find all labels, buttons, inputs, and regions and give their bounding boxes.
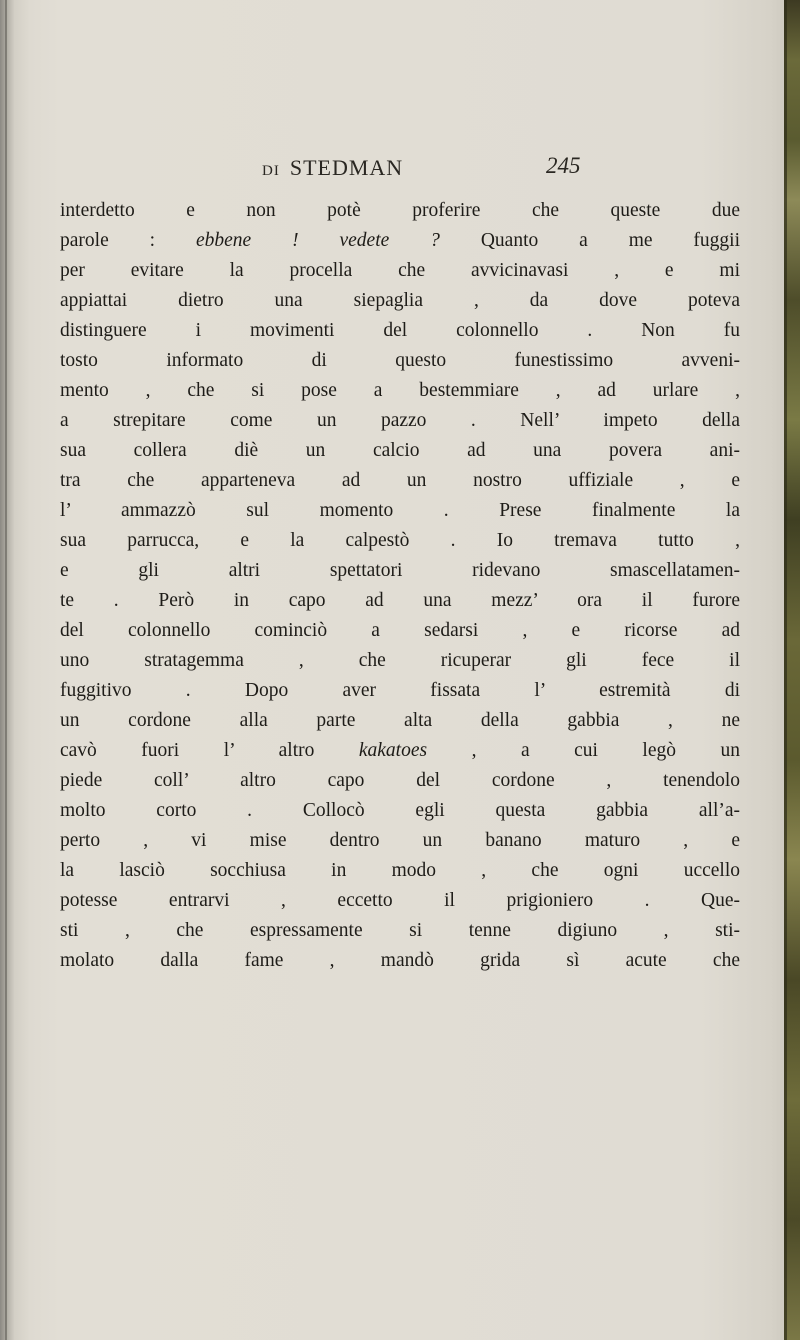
page-right-edge (784, 0, 800, 1340)
text-line: la lasciò socchiusa in modo , che ogni uccello (60, 860, 740, 881)
text-line: tra che apparteneva ad un nostro uffiziale , e (60, 470, 740, 491)
text-line: potesse entrarvi , eccetto il prigioniero . Que- (60, 890, 740, 911)
text-line: l’ ammazzò sul momento . Prese finalmente la (60, 500, 740, 521)
text-line: te . Però in capo ad una mezz’ ora il furore (60, 590, 740, 611)
running-head (262, 155, 403, 181)
text-line: per evitare la procella che avvicinavasi , e mi (60, 260, 740, 281)
text-line: perto , vi mise dentro un banano maturo , e (60, 830, 740, 851)
page-number: 245 (546, 153, 581, 178)
text-line: interdetto e non potè proferire che queste due (60, 200, 740, 221)
text-line: piede coll’ altro capo del cordone , tenendolo (60, 770, 740, 791)
text-line: a strepitare come un pazzo . Nell’ impeto della (60, 410, 740, 431)
italic-word: ebbene ! (195, 230, 299, 251)
text-line: tosto informato di questo funestissimo avveni- (60, 350, 740, 371)
text-line: fuggitivo . Dopo aver fissata l’ estremità di (60, 680, 740, 701)
text-line: parole : ebbene ! vedete ? Quanto a me fuggii (60, 230, 741, 251)
text-line: sua collera diè un calcio ad una povera ani- (60, 440, 740, 461)
text-line: uno stratagemma , che ricuperar gli fece il (60, 650, 740, 671)
italic-word: vedete ? (339, 230, 440, 251)
running-head-prefix: DI (262, 163, 280, 179)
text-line: un cordone alla parte alta della gabbia , ne (60, 710, 740, 731)
italic-word: kakatoes (358, 740, 428, 761)
page-header (0, 155, 800, 191)
text-line: appiattai dietro una siepaglia , da dove poteva (60, 290, 740, 311)
text-line: del colonnello cominciò a sedarsi , e ricorse ad (60, 620, 740, 641)
text-line: distinguere i movimenti del colonnello . Non fu (60, 320, 740, 341)
body-text (60, 196, 750, 976)
text-line: sua parrucca, e la calpestò . Io tremava tutto , (60, 530, 740, 551)
text-line: mento , che si pose a bestemmiare , ad urlare , (60, 380, 740, 401)
binding-rule (5, 0, 7, 1340)
running-head-author: STEDMAN (289, 155, 404, 180)
text-line: e gli altri spettatori ridevano smascellatamen- (60, 560, 740, 581)
page-left-edge (0, 0, 14, 1340)
text-line: molto corto . Collocò egli questa gabbia all’a- (60, 800, 740, 821)
text-line: sti , che espressamente si tenne digiuno , sti- (60, 920, 740, 941)
text-line: cavò fuori l’ altro kakatoes , a cui legò un (60, 740, 740, 761)
text-line: molato dalla fame , mandò grida sì acute che (60, 950, 740, 971)
